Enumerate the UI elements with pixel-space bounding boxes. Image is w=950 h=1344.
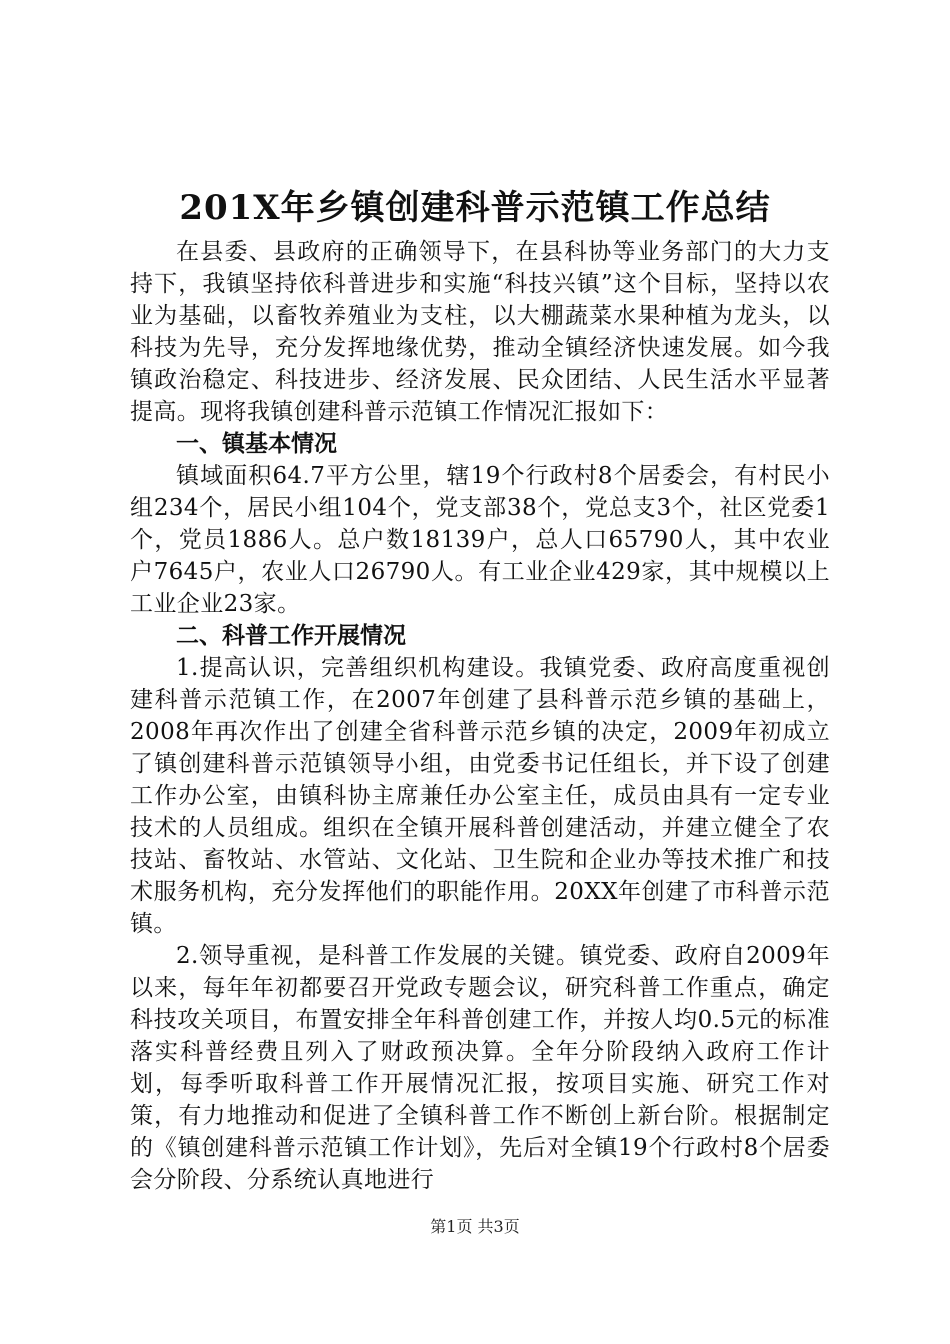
document-body	[130, 236, 830, 1196]
section-heading-work-progress: 二、科普工作开展情况	[176, 622, 406, 649]
work-item-1-paragraph: 1.提高认识，完善组织机构建设。我镇党委、政府高度重视创建科普示范镇工作，在2007年创建了县科普示范乡镇的基础上，2008年再次作出了创建全省科普示范乡镇的决定，2009年初成立了镇创建科普示范镇领导小组，由党委书记任组长，并下设了创建工作办公室，由镇科协主席兼任办公室主任，成员由具有一定专业技术的人员组成。组织在全镇开展科普创建活动，并建立健全了农技站、畜牧站、水管站、文化站、卫生院和企业办等技术推广和技术服务机构，充分发挥他们的职能作用。20XX年创建了市科普示范镇。	[130, 655, 830, 937]
work-item-2-paragraph: 2.领导重视，是科普工作发展的关键。镇党委、政府自2009年以来，每年年初都要召开党政专题会议，研究科普工作重点，确定科技攻关项目，布置安排全年科普创建工作，并按人均0.5元的标准落实科普经费且列入了财政预决算。全年分阶段纳入政府工作计划，每季听取科普工作开展情况汇报，按项目实施、研究工作对策，有力地推动和促进了全镇科普工作不断创上新台阶。根据制定的《镇创建科普示范镇工作计划》，先后对全镇19个行政村8个居委会分阶段、分系统认真地进行	[130, 943, 830, 1193]
basic-info-paragraph: 镇域面积64.7平方公里，辖19个行政村8个居委会，有村民小组234个，居民小组104个，党支部38个，党总支3个，社区党委1个，党员1886人。总户数18139户，总人口65790人，其中农业户7645户，农业人口26790人。有工业企业429家，其中规模以上工业企业23家。	[130, 463, 830, 617]
intro-paragraph: 在县委、县政府的正确领导下，在县科协等业务部门的大力支持下，我镇坚持依科普进步和实施“科技兴镇”这个目标，坚持以农业为基础，以畜牧养殖业为支柱，以大棚蔬菜水果种植为龙头，以科技为先导，充分发挥地缘优势，推动全镇经济快速发展。如今我镇政治稳定、科技进步、经济发展、民众团结、人民生活水平显著提高。现将我镇创建科普示范镇工作情况汇报如下：	[130, 239, 830, 425]
document-title: 201X年乡镇创建科普示范镇工作总结	[179, 188, 771, 228]
page-number-footer: 第1页 共3页	[430, 1217, 520, 1236]
section-heading-basic-info: 一、镇基本情况	[176, 430, 337, 457]
